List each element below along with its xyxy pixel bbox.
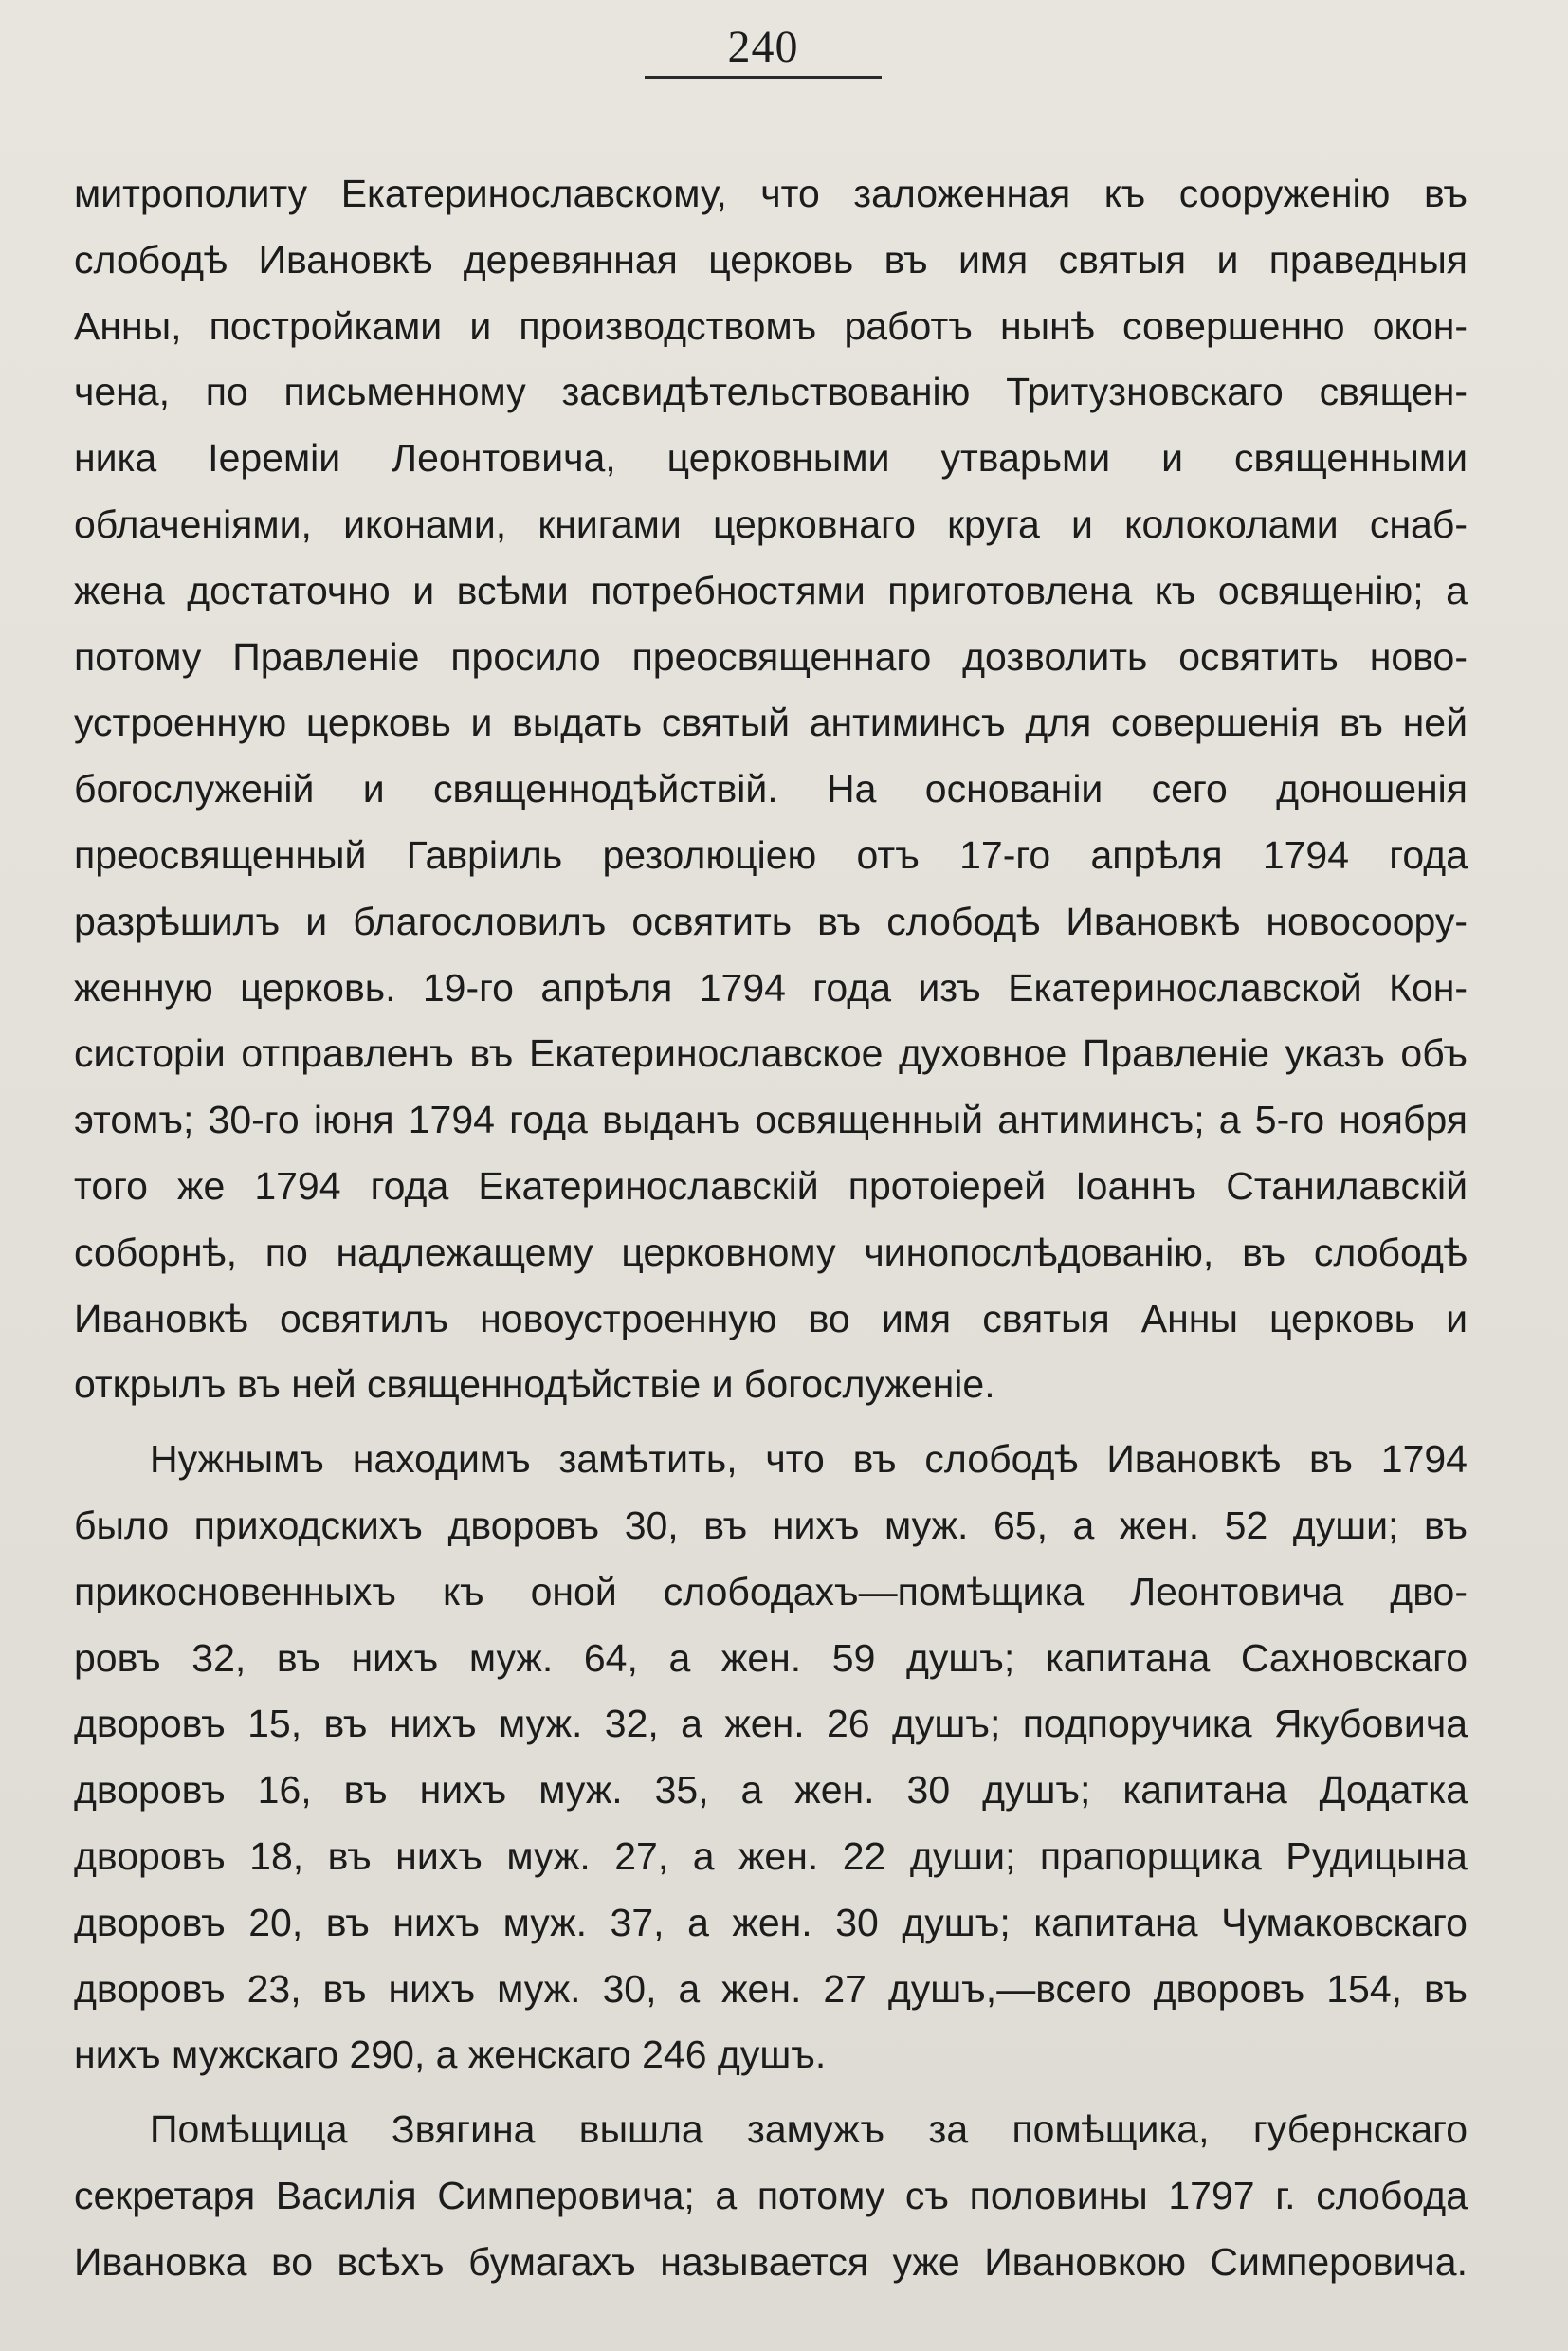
text-line: Анны, постройками и производствомъ работъ нынѣ совершенно окон-: [74, 303, 1468, 348]
text-line: потому Правленіе просило преосвященнаго дозволить освятить ново-: [74, 634, 1468, 679]
text-line: разрѣшилъ и благословилъ освятить въ слободѣ Ивановкѣ новосоору-: [74, 899, 1468, 943]
text-line: нихъ мужскаго 290, а женскаго 246 душъ.: [74, 2032, 827, 2077]
text-line: богослуженій и священнодѣйствій. На основаніи сего доношенія: [74, 767, 1468, 811]
text-line: устроенную церковь и выдать святый антиминсъ для совершенія въ ней: [74, 701, 1468, 745]
paragraph-3: [74, 2097, 1468, 2295]
text-line: дворовъ 23, въ нихъ муж. 30, а жен. 27 душъ,—всего дворовъ 154, въ: [74, 1966, 1468, 2011]
text-line: дворовъ 15, въ нихъ муж. 32, а жен. 26 душъ; подпоручика Якубовича: [74, 1702, 1468, 1746]
text-line: преосвященный Гавріиль резолюціею отъ 17-го апрѣля 1794 года: [74, 832, 1468, 877]
paragraph-1: [74, 161, 1468, 1418]
text-line: облаченіями, иконами, книгами церковнаго круга и колоколами снаб-: [74, 501, 1468, 546]
text-line: жена достаточно и всѣми потребностями приготовлена къ освященію; а: [74, 568, 1468, 612]
text-line: Ивановка во всѣхъ бумагахъ называется уже Ивановкою Симперовича.: [74, 2239, 1468, 2284]
text-line: чена, по письменному засвидѣтельствованію Тритузновскаго священ-: [74, 370, 1468, 414]
text-line: соборнѣ, по надлежащему церковному чинопослѣдованію, въ слободѣ: [74, 1230, 1468, 1274]
text-line: дворовъ 16, въ нихъ муж. 35, а жен. 30 душъ; капитана Додатка: [74, 1768, 1468, 1813]
body-text: [74, 161, 1468, 2296]
text-line: дворовъ 18, въ нихъ муж. 27, а жен. 22 души; прапорщика Рудицына: [74, 1833, 1468, 1878]
text-line: того же 1794 года Екатеринославскій протоіерей Іоаннъ Станилавскій: [74, 1163, 1468, 1208]
text-line: было приходскихъ дворовъ 30, въ нихъ муж. 65, а жен. 52 души; въ: [74, 1503, 1468, 1547]
text-line: Помѣщица Звягина вышла замужъ за помѣщика, губернскаго: [150, 2107, 1468, 2152]
text-line: систоріи отправленъ въ Екатеринославское духовное Правленіе указъ объ: [74, 1031, 1468, 1076]
text-line: женную церковь. 19-го апрѣля 1794 года изъ Екатеринославской Кон-: [74, 965, 1468, 1010]
text-line: митрополиту Екатеринославскому, что заложенная къ сооруженію въ: [74, 172, 1468, 215]
paragraph-2: [74, 1427, 1468, 2088]
text-line: Нужнымъ находимъ замѣтить, что въ слободѣ Ивановкѣ въ 1794: [150, 1437, 1468, 1482]
text-line: прикосновенныхъ къ оной слободахъ—помѣщика Леонтовича дво-: [74, 1569, 1468, 1613]
text-line: открылъ въ ней священнодѣйствіе и богослуженіе.: [74, 1362, 995, 1407]
text-line: ника Іереміи Леонтовича, церковными утварьми и священными: [74, 436, 1468, 481]
text-line: секретаря Василія Симперовича; а потому съ половины 1797 г. слобода: [74, 2173, 1468, 2217]
text-line: дворовъ 20, въ нихъ муж. 37, а жен. 30 душъ; капитана Чумаковскаго: [74, 1900, 1468, 1944]
page-number: 240: [727, 22, 799, 72]
page-number-rule: [645, 76, 882, 79]
text-line: ровъ 32, въ нихъ муж. 64, а жен. 59 душъ; капитана Сахновскаго: [74, 1635, 1468, 1680]
text-line: Ивановкѣ освятилъ новоустроенную во имя святыя Анны церковь и: [74, 1296, 1468, 1340]
text-line: слободѣ Ивановкѣ деревянная церковь въ имя святыя и праведныя: [74, 237, 1468, 282]
text-line: этомъ; 30-го іюня 1794 года выданъ освященный антиминсъ; а 5-го ноября: [74, 1098, 1468, 1142]
